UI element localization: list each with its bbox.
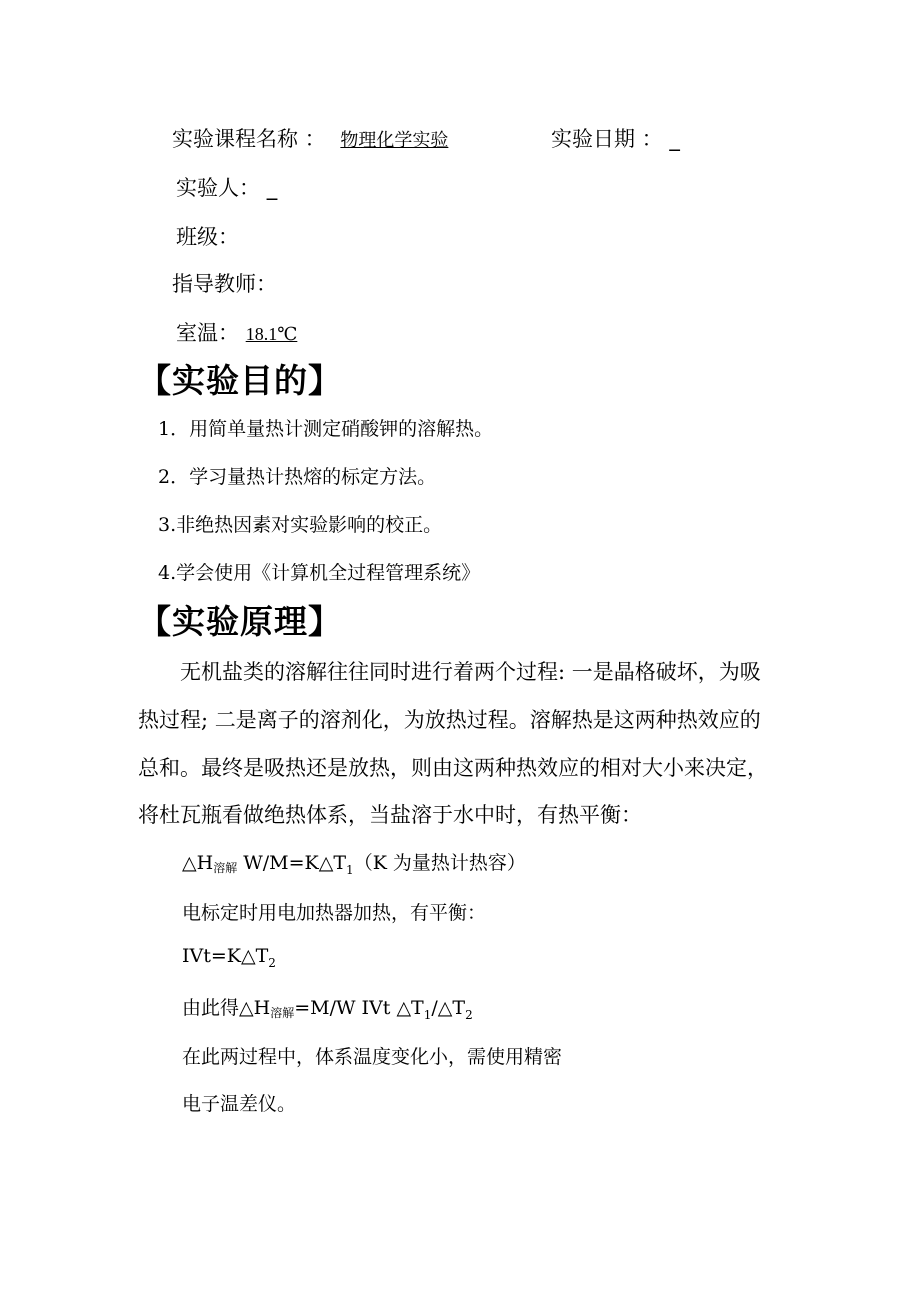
room-temp-row <box>176 317 297 347</box>
formula1-sub: 溶解 <box>213 861 238 875</box>
purpose-item-1: 1．用简单量热计测定硝酸钾的溶解热。 <box>158 418 494 440</box>
teacher-row <box>172 268 277 298</box>
purpose-heading: 【实验目的】 <box>138 361 342 400</box>
class-label: 班级： <box>176 225 239 249</box>
date-row <box>551 123 680 153</box>
course-label: 实验课程名称 ： <box>172 127 326 151</box>
calibration-line: 电标定时用电加热器加热，有平衡： <box>182 902 487 924</box>
closing-line-2: 电子温差仪。 <box>182 1093 297 1115</box>
formula-calibration <box>182 945 276 970</box>
principle-line-4: 将杜瓦瓶看做绝热体系，当盐溶于水中时，有热平衡： <box>138 803 642 827</box>
formula3-part-b: =M/W IVt △T <box>294 997 424 1019</box>
formula1-sub2: 1 <box>346 862 354 877</box>
formula3-sub: 溶解 <box>270 1006 295 1020</box>
purpose-item-4: 4.学会使用《计算机全过程管理系统》 <box>158 562 481 584</box>
purpose-item-3: 3.非绝热因素对实验影响的校正。 <box>158 514 443 536</box>
purpose-item-2: 2．学习量热计热熔的标定方法。 <box>158 466 437 488</box>
class-row <box>176 221 239 251</box>
principle-line-3: 总和。最终是吸热还是放热，则由这两种热效应的相对大小来决定， <box>138 756 768 780</box>
date-value: _ <box>669 127 680 151</box>
room-temp-value: 18.1℃ <box>245 324 298 344</box>
formula-result <box>182 993 473 1022</box>
room-temp-label: 室温： <box>176 321 239 345</box>
principle-line-1: 无机盐类的溶解往往同时进行着两个过程: 一是晶格破坏，为吸 <box>180 660 761 684</box>
formula-dissolution <box>182 848 526 877</box>
formula1-part-b: W/M=K△T <box>243 852 347 874</box>
formula3-sub2: 1 <box>423 1007 432 1022</box>
formula3-part-a: 由此得△H <box>182 997 271 1019</box>
formula1-part-a: △H <box>182 852 214 874</box>
experimenter-row <box>176 172 277 202</box>
formula3-part-c: /△T <box>431 997 466 1019</box>
closing-line-1: 在此两过程中，体系温度变化小，需使用精密 <box>182 1046 563 1068</box>
date-label: 实验日期 ： <box>551 127 663 151</box>
principle-heading: 【实验原理】 <box>138 602 342 641</box>
formula3-sub3: 2 <box>465 1007 473 1022</box>
principle-line-2: 热过程; 二是离子的溶剂化，为放热过程。溶解热是这两种热效应的 <box>138 708 761 732</box>
experimenter-label: 实验人： <box>176 176 260 200</box>
course-value: 物理化学实验 <box>340 130 449 151</box>
course-name-row <box>172 123 448 153</box>
experimenter-value: _ <box>266 176 278 200</box>
formula2-sub: 2 <box>268 955 276 970</box>
formula2-part-a: IVt=K△T <box>182 945 269 967</box>
teacher-label: 指导教师： <box>172 272 277 296</box>
formula1-part-c: （K 为量热计热容） <box>353 852 526 874</box>
